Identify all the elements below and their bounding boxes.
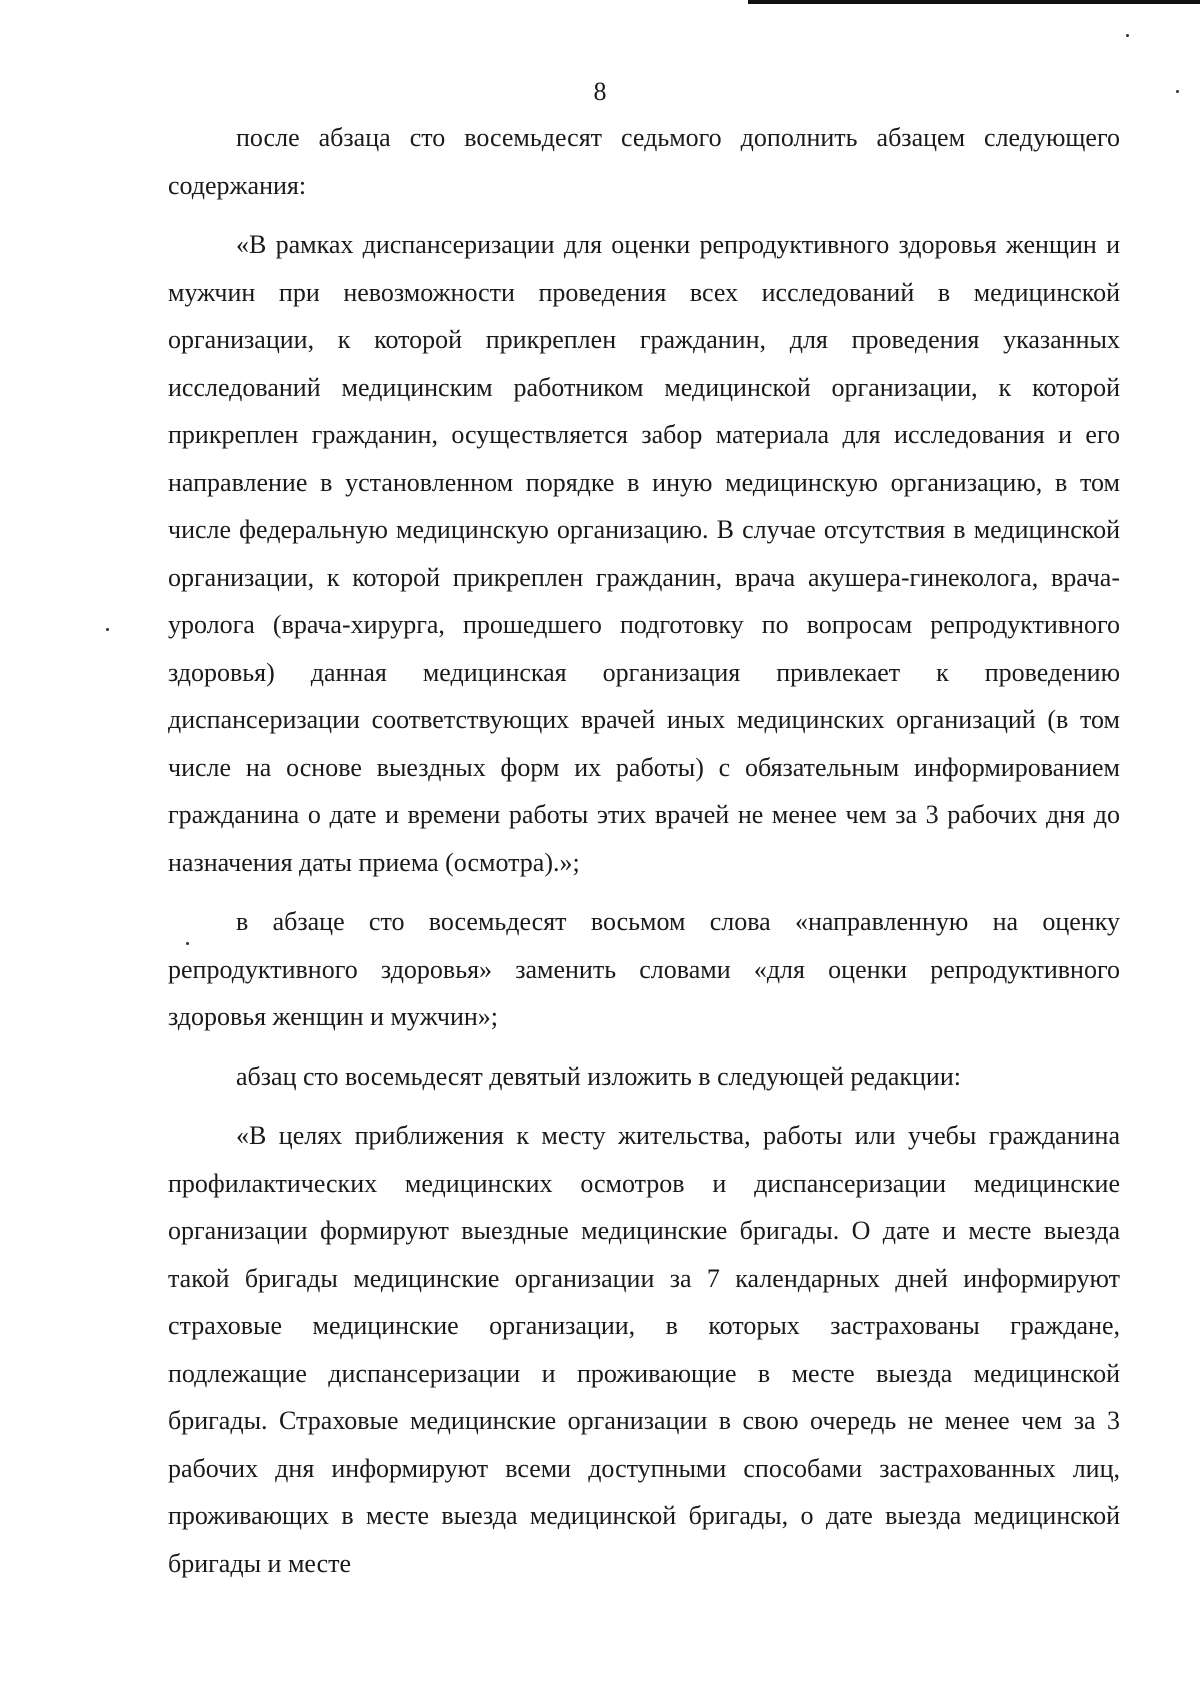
paragraph-189-intro: абзац сто восемьдесят девятый изложить в следующей редакции: bbox=[236, 1061, 961, 1091]
paragraph-188-replacement: в абзаце сто восемьдесят восьмом слова «направленную на оценку репродуктивного здоровья» заменить словами «для оценки репродуктивного здоровья женщин и мужчин»; bbox=[168, 907, 1120, 1031]
top-edge-rule bbox=[748, 0, 1200, 4]
paragraph-reproductive-health-insert: «В рамках диспансеризации для оценки репродуктивного здоровья женщин и мужчин при невозможности проведения всех исследований в медицинской организации, к которой прикреплен гражданин, для проведения указанных исследований медицинским работником медицинской организации, к которой прикреплен гражданин, осуществляется забор материала для исследования и его направление в установленном порядке в иную медицинскую организацию, в том числе федеральную медицинскую организацию. В случае отсутствия в медицинской организации, к которой прикреплен гражданин, врача акушера-гинеколога, врача-уролога (врача-хирурга, прошедшего подготовку по вопросам репродуктивного здоровья) данная медицинская организация привлекает к проведению диспансеризации соответствующих врачей иных медицинских организаций (в том числе на основе выездных форм их работы) с обязательным информированием гражданина о дате и времени работы этих врачей не менее чем за 3 рабочих дня до назначения даты приема (осмотра).»; bbox=[168, 230, 1120, 877]
paragraph-mobile-teams: «В целях приближения к месту жительства, работы или учебы гражданина профилактических медицинских осмотров и диспансеризации медицинские организации формируют выездные медицинские бригады. О дате и месте выезда такой бригады медицинские организации за 7 календарных дней информируют страховые медицинские организации, в которых застрахованы граждане, подлежащие диспансеризации и проживающие в месте выезда медицинской бригады. Страховые медицинские организации в свою очередь не менее чем за 3 рабочих дня информируют всеми доступными способами застрахованных лиц, проживающих в месте выезда медицинской бригады, о дате выезда медицинской бригады и месте bbox=[168, 1121, 1120, 1578]
scan-speck bbox=[106, 628, 109, 631]
paragraph-amendment-intro: после абзаца сто восемьдесят седьмого дополнить абзацем следующего содержания: bbox=[168, 123, 1120, 200]
scan-speck bbox=[1126, 34, 1129, 37]
page-number: 8 bbox=[593, 77, 607, 106]
document-body bbox=[168, 114, 1120, 1599]
